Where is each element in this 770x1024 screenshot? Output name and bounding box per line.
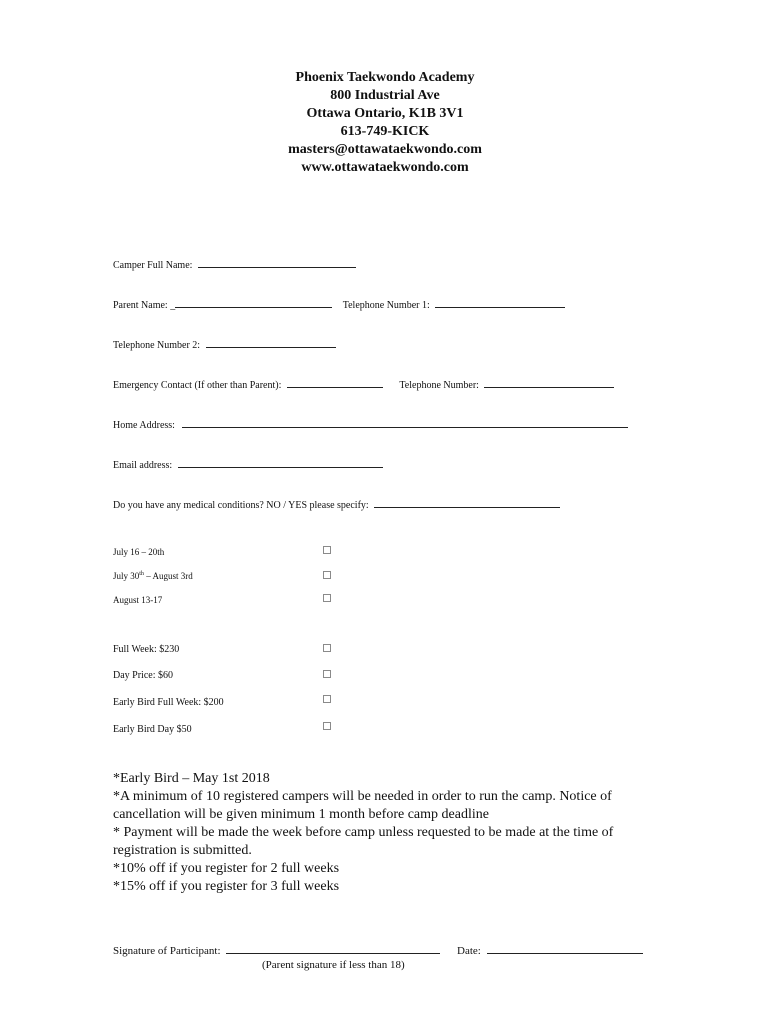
parent-row <box>113 298 565 312</box>
home-address-field[interactable] <box>182 418 628 428</box>
academy-phone: 613-749-KICK <box>340 124 430 139</box>
parent-name-label: Parent Name: _ <box>113 300 176 311</box>
medical-row <box>113 498 560 512</box>
academy-street: 800 Industrial Ave <box>330 88 440 103</box>
week-1-label: July 16 – 20th <box>113 547 165 557</box>
email-address-field[interactable] <box>178 458 383 468</box>
early-bird-full-week-checkbox[interactable] <box>323 695 331 703</box>
early-bird-full-week-price: Early Bird Full Week: $200 <box>113 697 224 708</box>
academy-header <box>0 69 770 177</box>
signature-row <box>113 944 643 958</box>
camper-name-row <box>113 258 356 272</box>
week-3-checkbox[interactable] <box>323 594 331 602</box>
medical-label: Do you have any medical conditions? NO / YES please specify: <box>113 500 369 511</box>
discount-3-weeks-note: *15% off if you register for 3 full weeks <box>113 879 340 894</box>
parent-signature-note: (Parent signature if less than 18) <box>262 959 405 971</box>
camp-notes <box>113 770 673 896</box>
telephone-2-row <box>113 338 336 352</box>
week-2-date: July 30 <box>113 571 140 581</box>
camper-name-label: Camper Full Name: <box>113 260 193 271</box>
week-1-checkbox[interactable] <box>323 546 331 554</box>
week-2-label <box>113 570 193 583</box>
emergency-phone-field[interactable] <box>484 378 614 388</box>
signature-field[interactable] <box>226 944 440 954</box>
email-address-label: Email address: <box>113 460 173 471</box>
emergency-contact-label: Emergency Contact (If other than Parent): <box>113 380 282 391</box>
emergency-phone-label: Telephone Number: <box>399 380 479 391</box>
academy-email: masters@ottawataekwondo.com <box>288 142 482 157</box>
minimum-campers-note: *A minimum of 10 registered campers will be needed in order to run the camp. Notice of cancellation will be given minimum 1 month before camp deadline <box>113 789 612 822</box>
telephone-2-label: Telephone Number 2: <box>113 340 201 351</box>
week-3-label: August 13-17 <box>113 595 163 605</box>
emergency-row <box>113 378 614 392</box>
week-2-suffix: th <box>139 571 144 577</box>
emergency-contact-field[interactable] <box>287 378 383 388</box>
telephone-1-field[interactable] <box>435 298 565 308</box>
camper-name-field[interactable] <box>198 258 356 268</box>
medical-field[interactable] <box>374 498 560 508</box>
day-price-checkbox[interactable] <box>323 670 331 678</box>
date-label: Date: <box>457 945 481 957</box>
home-address-row <box>113 418 628 432</box>
week-2-end: – August 3rd <box>143 571 193 581</box>
early-bird-day-checkbox[interactable] <box>323 722 331 730</box>
full-week-price: Full Week: $230 <box>113 644 180 655</box>
email-row <box>113 458 383 472</box>
full-week-checkbox[interactable] <box>323 644 331 652</box>
telephone-1-label: Telephone Number 1: <box>342 300 430 311</box>
parent-name-field[interactable] <box>175 298 332 308</box>
date-field[interactable] <box>487 944 643 954</box>
early-bird-day-price: Early Bird Day $50 <box>113 724 192 735</box>
academy-website: www.ottawataekwondo.com <box>301 160 469 175</box>
day-price: Day Price: $60 <box>113 670 173 681</box>
early-bird-note: *Early Bird – May 1st 2018 <box>113 771 270 786</box>
home-address-label: Home Address: <box>113 420 175 431</box>
week-2-checkbox[interactable] <box>323 571 331 579</box>
academy-name: Phoenix Taekwondo Academy <box>295 70 475 85</box>
telephone-2-field[interactable] <box>206 338 336 348</box>
signature-label: Signature of Participant: <box>113 945 221 957</box>
academy-city: Ottawa Ontario, K1B 3V1 <box>306 106 464 121</box>
discount-2-weeks-note: *10% off if you register for 2 full weeks <box>113 861 340 876</box>
payment-note: * Payment will be made the week before camp unless requested to be made at the time of registration is submitted. <box>113 825 614 858</box>
